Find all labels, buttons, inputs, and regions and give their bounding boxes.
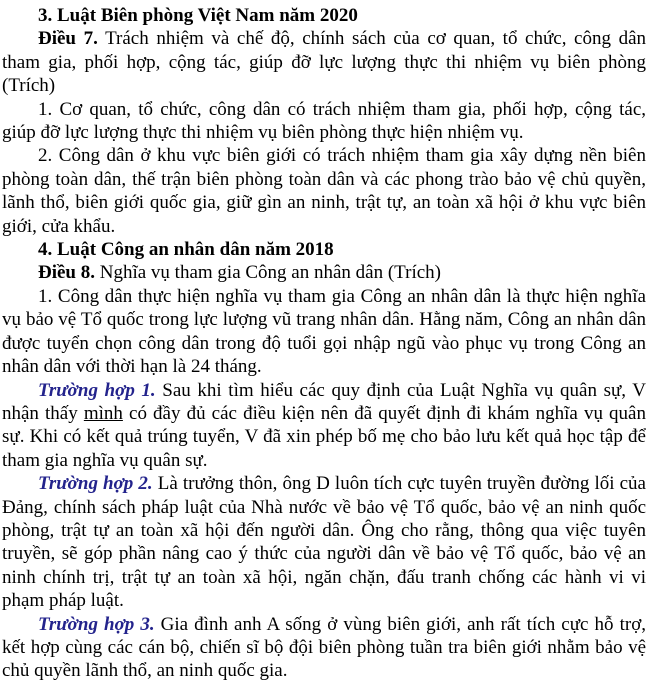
- paragraph-text: Gia đình anh A sống ở vùng biên giới, anh rất tích cực hỗ trợ, kết hợp cùng các cán bộ, chiến sĩ bộ đội biên phòng tuần tra biên giới nhằm bảo vệ chủ quyền lãnh thổ, an ninh quốc gia.: [2, 613, 646, 682]
- article-label: Điều 7.: [38, 28, 98, 50]
- paragraph-case-1: [2, 379, 646, 473]
- section-heading-law-cong-an: [2, 238, 646, 261]
- paragraph-text: 2. Công dân ở khu vực biên giới có trách nhiệm tham gia xây dựng nền biên phòng toàn dân, thế trận biên phòng toàn dân và các phong trào bảo vệ chủ quyền, lãnh thổ, biên giới quốc gia, giữ gìn an ninh, trật tự, an toàn xã hội ở khu vực biên giới, cửa khẩu.: [2, 145, 646, 237]
- paragraph-text: Là trưởng thôn, ông D luôn tích cực tuyên truyền đường lối của Đảng, chính sách pháp luật của Nhà nước về bảo vệ Tổ quốc, bảo vệ an ninh quốc phòng, trật tự an toàn xã hội đến người dân. Ông cho rằng, thông qua việc tuyên truyền, sẽ góp phần nâng cao ý thức của người dân về bảo vệ Tổ quốc, bảo vệ an ninh chính trị, trật tự an toàn xã hội, ngăn chặn, đấu tranh chống các hành vi vi phạm pháp luật.: [2, 473, 646, 612]
- paragraph-text: có đầy đủ các điều kiện nên đã quyết định đi khám nghĩa vụ quân sự. Khi có kết quả trúng tuyển, V đã xin phép bố mẹ cho bảo lưu kết quả học tập để tham gia nghĩa vụ quân sự.: [2, 402, 646, 471]
- paragraph-text: Trách nhiệm và chế độ, chính sách của cơ quan, tổ chức, công dân tham gia, phối hợp, cộng tác, giúp đỡ lực lượng thực thi nhiệm vụ biên phòng (Trích): [2, 28, 647, 97]
- paragraph-dieu-7-item-1: [2, 98, 646, 145]
- paragraph-case-2: [2, 472, 646, 612]
- case-label: Trường hợp 1.: [38, 379, 156, 401]
- article-label: Điều 8.: [38, 262, 95, 284]
- case-label: Trường hợp 3.: [38, 613, 155, 635]
- paragraph-text: 1. Cơ quan, tổ chức, công dân có trách nhiệm tham gia, phối hợp, cộng tác, giúp đỡ lực lượng thực thi nhiệm vụ biên phòng thực hiện nhiệm vụ.: [2, 98, 646, 144]
- underlined-word: mình: [83, 402, 123, 424]
- case-label: Trường hợp 2.: [38, 473, 153, 495]
- heading-text: 4. Luật Công an nhân dân năm 2018: [38, 239, 334, 261]
- heading-text: 3. Luật Biên phòng Việt Nam năm 2020: [38, 5, 358, 26]
- paragraph-text: Nghĩa vụ tham gia Công an nhân dân (Trích): [95, 262, 441, 284]
- paragraph-dieu-7: [2, 27, 646, 97]
- paragraph-text: Sau khi tìm hiểu các quy định của Luật Nghĩa vụ quân sự, V nhận thấy: [2, 379, 646, 424]
- paragraph-text: 1. Công dân thực hiện nghĩa vụ tham gia Công an nhân dân là thực hiện nghĩa vụ bảo vệ Tổ quốc trong lực lượng vũ trang nhân dân. Hằng năm, Công an nhân dân được tuyển chọn công dân trong độ tuổi gọi nhập ngũ vào phục vụ trong Công an nhân dân với thời hạn là 24 tháng.: [2, 285, 646, 378]
- paragraph-dieu-8-item-1: [2, 285, 646, 379]
- section-heading-law-bien-phong: [2, 4, 646, 27]
- paragraph-dieu-7-item-2: [2, 144, 646, 238]
- paragraph-case-3: [2, 613, 646, 683]
- paragraph-dieu-8: [2, 261, 646, 284]
